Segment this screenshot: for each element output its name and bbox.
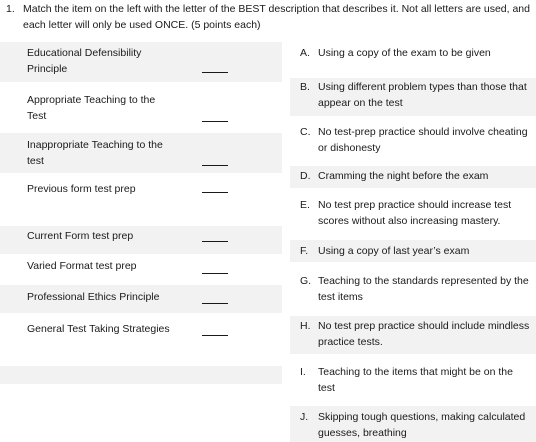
left-row-bg <box>0 366 282 384</box>
answer-blank[interactable] <box>202 241 228 242</box>
answer-blank[interactable] <box>202 273 228 274</box>
option-text: No test prep practice should increase test scores without also increasing mastery. <box>318 199 512 227</box>
option-text: Skipping tough questions, making calculated guesses, breathing <box>318 411 526 439</box>
answer-option-d <box>300 169 532 185</box>
option-text: Cramming the night before the exam <box>318 170 489 182</box>
answer-option-f <box>300 244 532 260</box>
left-item-label: Previous form test prep <box>27 183 136 195</box>
option-letter: F. <box>300 245 309 257</box>
option-letter: I. <box>300 366 306 378</box>
left-item-label: Inappropriate Teaching to the test <box>27 139 163 167</box>
option-letter: D. <box>300 170 311 182</box>
answer-blank[interactable] <box>202 121 228 122</box>
left-item-label: General Test Taking Strategies <box>27 323 170 335</box>
question-text: Match the item on the left with the letter of the BEST description that describes it. Not all letters are used, and each letter will only be used ONCE. (5 points each) <box>23 3 530 31</box>
left-item-label: Professional Ethics Principle <box>27 291 160 303</box>
answer-option-b <box>300 80 532 111</box>
question-prompt <box>6 2 532 33</box>
option-text: Teaching to the items that might be on the test <box>318 366 513 394</box>
answer-option-g <box>300 274 532 305</box>
option-text: Teaching to the standards represented by the test items <box>318 275 529 303</box>
answer-blank[interactable] <box>202 165 228 166</box>
option-text: Using a copy of last year’s exam <box>318 245 470 257</box>
option-text: Using different problem types than those that appear on the test <box>318 81 527 109</box>
option-letter: A. <box>300 47 310 59</box>
option-letter: H. <box>300 320 311 332</box>
option-letter: G. <box>300 275 312 287</box>
answer-blank[interactable] <box>202 335 228 336</box>
option-text: Using a copy of the exam to be given <box>318 47 491 59</box>
answer-blank[interactable] <box>202 192 228 193</box>
question-number: 1. <box>6 3 15 15</box>
option-letter: B. <box>300 81 310 93</box>
left-item-label: Appropriate Teaching to the Test <box>27 94 156 122</box>
option-text: No test prep practice should include mindless practice tests. <box>318 320 530 348</box>
option-letter: J. <box>300 411 309 423</box>
answer-option-h <box>300 319 532 350</box>
option-letter: C. <box>300 126 311 138</box>
option-letter: E. <box>300 199 310 211</box>
left-item-label: Educational Defensibility Principle <box>27 47 142 75</box>
answer-option-c <box>300 125 532 156</box>
left-item-label: Varied Format test prep <box>27 260 137 272</box>
answer-option-e <box>300 198 532 229</box>
answer-option-j <box>300 410 532 441</box>
option-text: No test-prep practice should involve cheating or dishonesty <box>318 126 528 154</box>
answer-blank[interactable] <box>202 72 228 73</box>
left-item-label: Current Form test prep <box>27 230 134 242</box>
answer-option-a <box>300 46 532 62</box>
answer-blank[interactable] <box>202 303 228 304</box>
answer-option-i <box>300 365 532 396</box>
